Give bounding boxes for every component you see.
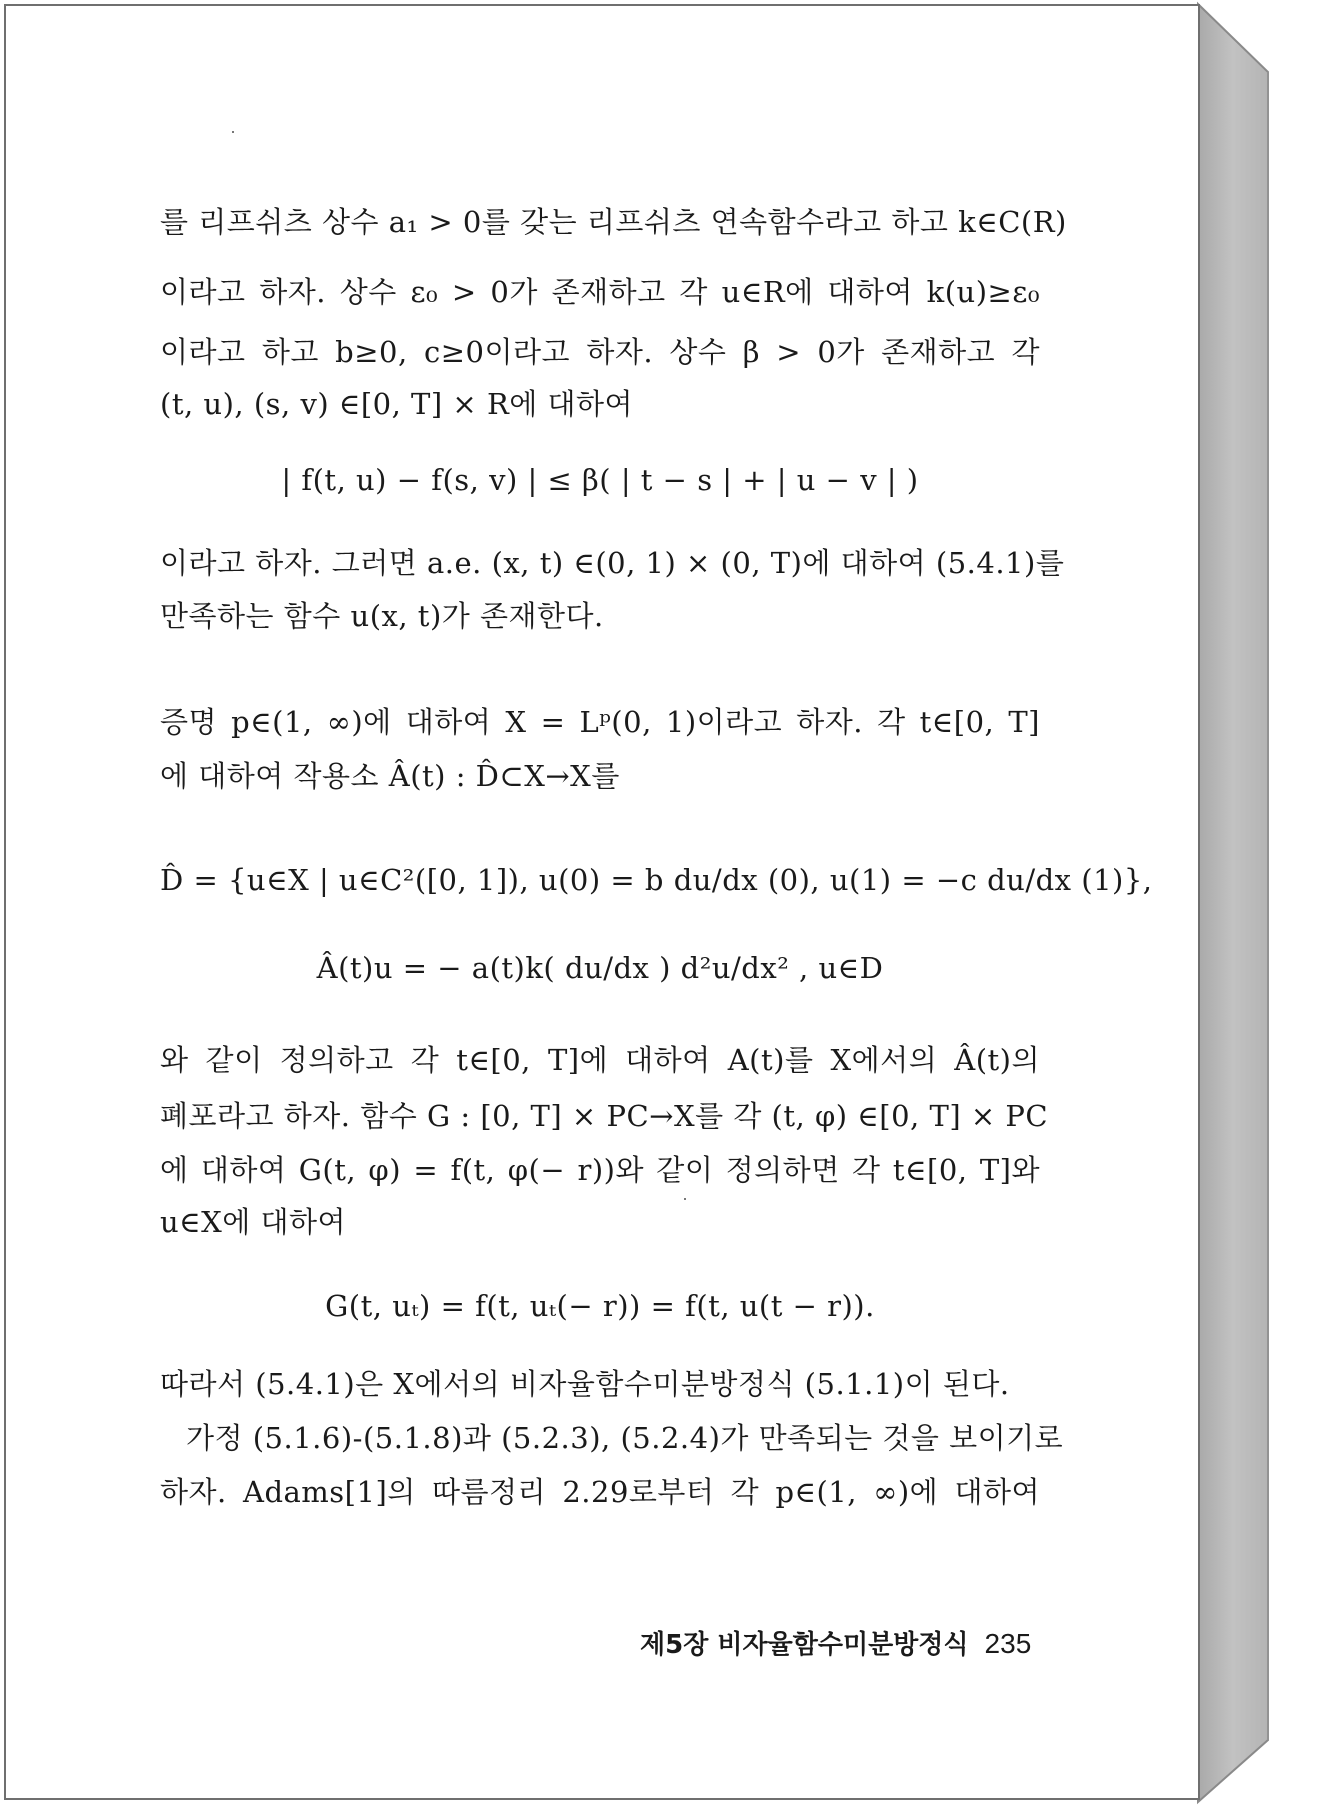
text-line-1: 를 리프쉬츠 상수 a₁ > 0를 갖는 리프쉬츠 연속함수라고 하고 k∈C(R) [160, 205, 1067, 239]
text-line-11: 에 대하여 G(t, φ) = f(t, φ(− r))와 같이 정의하면 각 t∈[0, T]와 [160, 1153, 1040, 1187]
text-line-15: 하자. Adams[1]의 따름정리 2.29로부터 각 p∈(1, ∞)에 대하여 [160, 1475, 1040, 1509]
text-line-9: 와 같이 정의하고 각 t∈[0, T]에 대하여 A(t)를 X에서의 Â(t)의 [160, 1043, 1040, 1077]
proof-line-1: 증명 p∈(1, ∞)에 대하여 X = Lᵖ(0, 1)이라고 하자. 각 t∈[0, T] [160, 705, 1040, 739]
equation-domain: D̂ = {u∈X | u∈C²([0, 1]), u(0) = b du/dx (0), u(1) = −c du/dx (1)}, [160, 863, 1153, 897]
text-line-13: 따라서 (5.4.1)은 X에서의 비자율함수미분방정식 (5.1.1)이 된다. [160, 1367, 1010, 1401]
text-line-2: 이라고 하자. 상수 ε₀ > 0가 존재하고 각 u∈R에 대하여 k(u)≥ε₀ [160, 275, 1040, 309]
text-line-6: 만족하는 함수 u(x, t)가 존재한다. [160, 599, 604, 633]
page-number: 235 [984, 1628, 1032, 1659]
equation-operator: Â(t)u = − a(t)k( du/dx ) d²u/dx² , u∈D [316, 951, 884, 985]
text-line-10: 폐포라고 하자. 함수 G : [0, T] × PC→X를 각 (t, φ) ∈[0, T] × PC [160, 1099, 1049, 1133]
text-line-4: (t, u), (s, v) ∈[0, T] × R에 대하여 [160, 387, 634, 421]
text-line-5: 이라고 하자. 그러면 a.e. (x, t) ∈(0, 1) × (0, T)에 대하여 (5.4.1)를 [160, 546, 1065, 580]
proof-line-2: 에 대하여 작용소 Â(t) : D̂⊂X→X를 [160, 759, 620, 793]
speck [684, 1198, 686, 1200]
page-footer [640, 1624, 1031, 1661]
speck [232, 131, 234, 133]
text-line-3: 이라고 하고 b≥0, c≥0이라고 하자. 상수 β > 0가 존재하고 각 [160, 335, 1040, 369]
chapter-title: 제5장 비자율함수미분방정식 [640, 1630, 969, 1660]
equation-lipschitz: | f(t, u) − f(s, v) | ≤ β( | t − s | + | u − v | ) [281, 463, 919, 497]
text-line-12: u∈X에 대하여 [160, 1205, 347, 1239]
text-line-14: 가정 (5.1.6)-(5.1.8)과 (5.2.3), (5.2.4)가 만족되는 것을 보이기로 [186, 1421, 1064, 1455]
equation-G: G(t, uₜ) = f(t, uₜ(− r)) = f(t, u(t − r)). [325, 1289, 875, 1323]
